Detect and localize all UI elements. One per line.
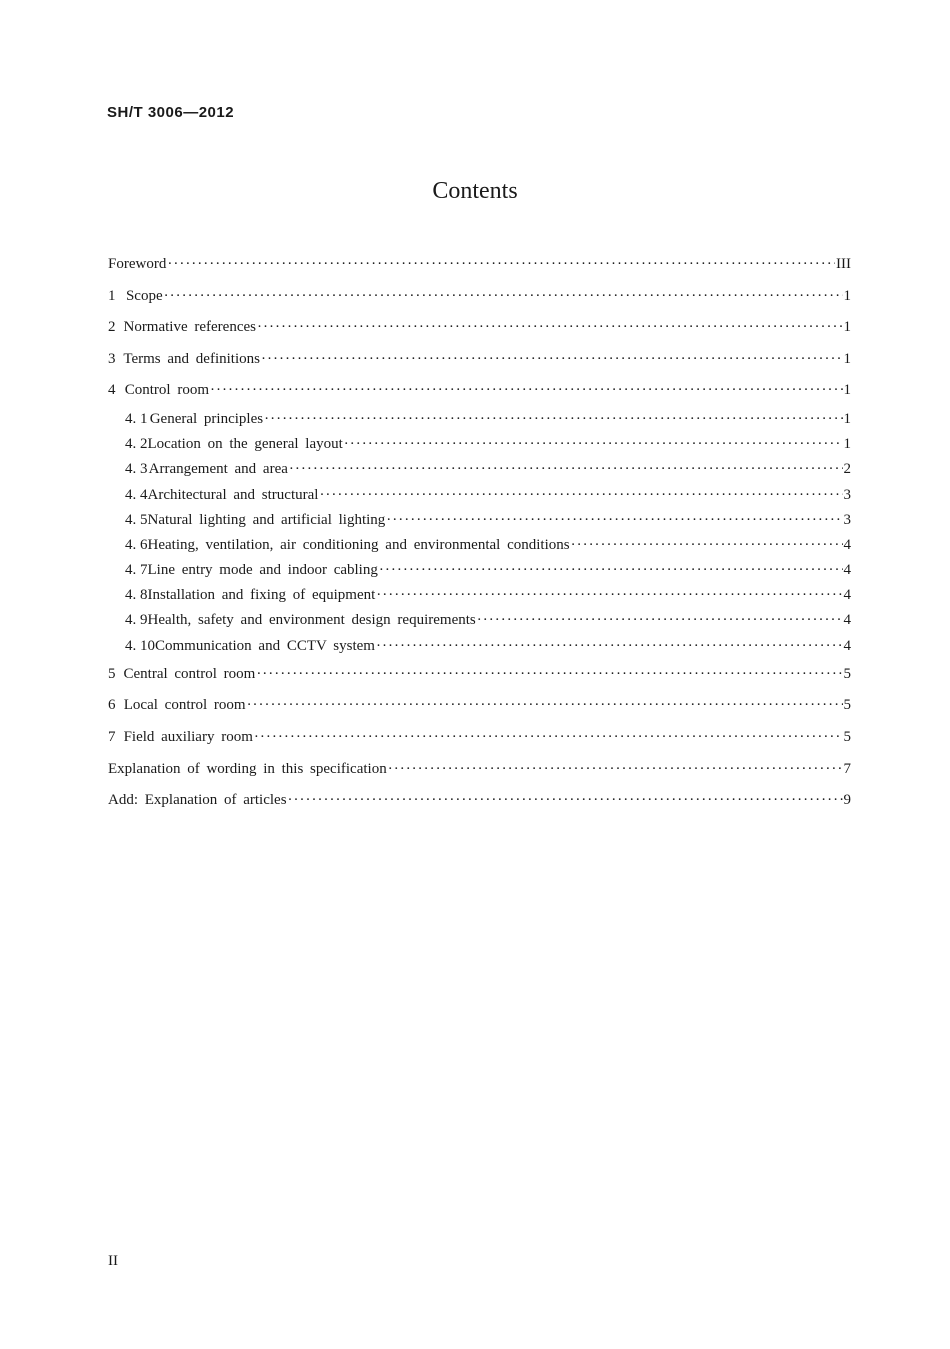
dot-leader — [257, 312, 843, 344]
toc-entry-label: Natural lighting and artificial lighting — [147, 511, 386, 528]
toc-entry-page: III — [836, 256, 851, 272]
dot-leader — [386, 508, 842, 533]
toc-entry-label: Heating, ventilation, air conditioning and environmental conditions — [147, 536, 570, 553]
dot-leader — [261, 344, 843, 376]
dot-leader — [210, 375, 843, 407]
toc-entry-page: 7 — [843, 760, 851, 777]
toc-entry-number: 4. 9 — [125, 612, 148, 629]
toc-entry-page: 1 — [843, 350, 851, 367]
toc-entry-page: 3 — [843, 486, 851, 503]
toc-entry-label: Arrangement and area — [148, 461, 288, 478]
dot-leader — [477, 608, 843, 633]
toc-entry-number: 4. 8 — [125, 587, 148, 604]
dot-leader — [376, 583, 842, 608]
page-title: Contents — [432, 178, 518, 204]
toc-entry-number: 5 — [108, 665, 116, 682]
toc-entry-number: 3 — [108, 350, 116, 367]
standard-code: SH/T 3006—2012 — [107, 104, 235, 121]
toc-entry-label: Central control room — [123, 665, 256, 682]
toc-entry-number: 4. 3 — [125, 461, 148, 478]
toc-entry[interactable] — [108, 249, 851, 281]
toc-entry-number: 4. 6 — [125, 536, 148, 553]
dot-leader — [164, 281, 843, 313]
toc-entry-number: 6 — [108, 697, 116, 714]
toc-entry[interactable] — [108, 281, 851, 313]
dot-leader — [289, 457, 843, 482]
toc-entry-number: 4. 10 — [125, 637, 155, 654]
toc-entry-number: 4. 7 — [125, 562, 148, 579]
toc-entry[interactable] — [108, 659, 851, 691]
toc-entry-page: 4 — [843, 587, 851, 604]
dot-leader — [376, 634, 843, 659]
toc-entry-page: 4 — [843, 612, 851, 629]
toc-entry-label: Scope — [125, 287, 163, 304]
toc-entry[interactable] — [108, 344, 851, 376]
toc-entry-label: Location on the general layout — [147, 436, 343, 453]
dot-leader — [344, 432, 843, 457]
toc-entry[interactable] — [108, 312, 851, 344]
dot-leader — [247, 690, 843, 722]
toc-entry-page: 9 — [843, 792, 851, 809]
toc-entry[interactable] — [108, 457, 851, 482]
toc-entry[interactable] — [108, 432, 851, 457]
toc-entry-page: 1 — [843, 319, 851, 336]
dot-leader — [167, 249, 835, 281]
toc-entry-label: General principles — [149, 410, 264, 427]
table-of-contents — [108, 249, 851, 817]
dot-leader — [288, 785, 843, 817]
toc-entry-label: Normative references — [123, 319, 256, 336]
toc-entry[interactable] — [108, 608, 851, 633]
toc-entry-page: 1 — [843, 287, 851, 304]
toc-entry-page: 5 — [843, 729, 851, 746]
toc-entry-page: 1 — [843, 410, 851, 427]
toc-entry-label: Foreword — [108, 256, 167, 272]
toc-entry[interactable] — [108, 483, 851, 508]
toc-entry-label: Installation and fixing of equipment — [147, 587, 376, 604]
toc-entry-page: 5 — [843, 665, 851, 682]
toc-entry-label: Architectural and structural — [147, 486, 319, 503]
toc-entry-page: 1 — [843, 382, 851, 399]
toc-entry[interactable] — [108, 754, 851, 786]
toc-entry-page: 4 — [843, 562, 851, 579]
toc-entry[interactable] — [108, 785, 851, 817]
dot-leader — [264, 407, 842, 432]
toc-entry-label: Field auxiliary room — [123, 729, 253, 746]
toc-entry-number: 4. 2 — [125, 436, 148, 453]
toc-entry-label: Communication and CCTV system — [155, 637, 375, 654]
toc-entry-label: Local control room — [123, 697, 246, 714]
toc-entry-page: 4 — [843, 536, 851, 553]
page-number: II — [108, 1253, 118, 1269]
toc-entry-page: 1 — [843, 436, 851, 453]
dot-leader — [571, 533, 843, 558]
toc-entry-label: Control room — [124, 382, 209, 399]
toc-entry-number: 4. 5 — [125, 511, 148, 528]
toc-entry-label: Health, safety and environment design requirements — [147, 612, 476, 629]
toc-entry-page: 2 — [843, 461, 851, 478]
toc-entry[interactable] — [108, 558, 851, 583]
toc-entry-label: Add: Explanation of articles — [108, 792, 287, 809]
toc-entry[interactable] — [108, 583, 851, 608]
toc-entry-number: 4 — [108, 382, 116, 399]
toc-entry-label: Explanation of wording in this specification — [108, 760, 387, 777]
toc-entry[interactable] — [108, 508, 851, 533]
dot-leader — [379, 558, 843, 583]
toc-entry-number: 1 — [108, 287, 116, 304]
toc-entry[interactable] — [108, 722, 851, 754]
toc-entry-label: Line entry mode and indoor cabling — [147, 562, 378, 579]
dot-leader — [388, 754, 843, 786]
dot-leader — [254, 722, 843, 754]
toc-entry-number: 7 — [108, 729, 116, 746]
toc-entry-page: 4 — [843, 637, 851, 654]
toc-entry[interactable] — [108, 407, 851, 432]
toc-entry-page: 3 — [843, 511, 851, 528]
toc-entry-number: 4. 4 — [125, 486, 148, 503]
toc-entry-number: 2 — [108, 319, 116, 336]
toc-entry-number: 4. 1 — [125, 410, 148, 427]
toc-entry-label: Terms and definitions — [123, 350, 260, 367]
dot-leader — [319, 483, 842, 508]
dot-leader — [256, 659, 842, 691]
toc-entry[interactable] — [108, 375, 851, 407]
toc-entry[interactable] — [108, 533, 851, 558]
toc-entry[interactable] — [108, 634, 851, 659]
toc-entry-page: 5 — [843, 697, 851, 714]
toc-entry[interactable] — [108, 690, 851, 722]
